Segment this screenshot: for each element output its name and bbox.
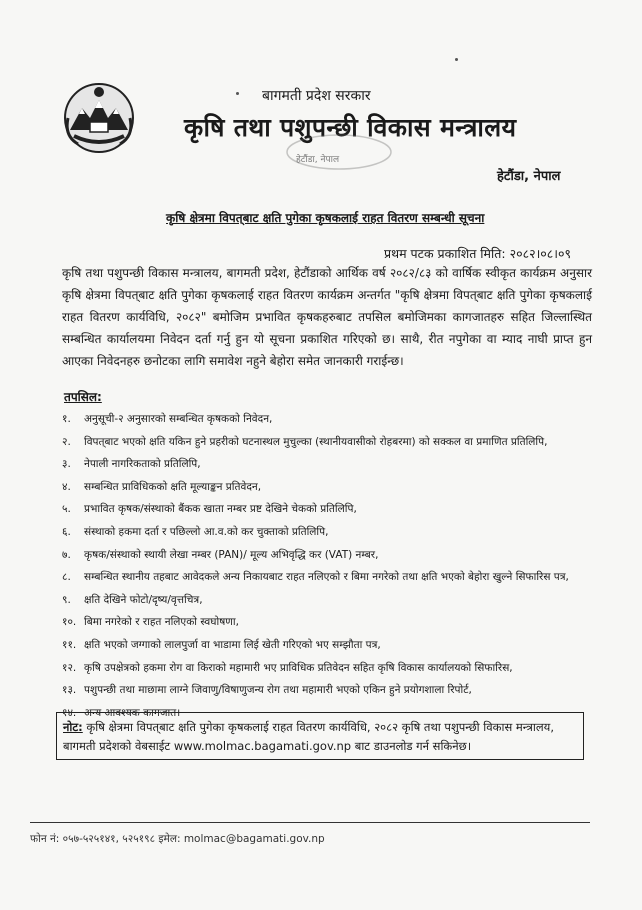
- list-item-text: सम्बन्धित स्थानीय तहबाट आवेदकले अन्य निकायबाट राहत नलिएको र बिमा नगरेको तथा क्षति भएको बेहोरा खुल्ने सिफारिस पत्र,: [84, 571, 569, 584]
- list-item: [62, 634, 602, 657]
- notice-subject: कृषि क्षेत्रमा विपत्‌बाट क्षति पुगेका कृषकलाई राहत वितरण सम्बन्धी सूचना: [166, 211, 485, 225]
- list-item-text: प्रभावित कृषक/संस्थाको बैंकक खाता नम्बर प्रष्ट देखिने चेकको प्रतिलिपि,: [84, 503, 357, 516]
- list-item: [62, 589, 602, 612]
- list-item: [62, 453, 602, 476]
- note-label: नोट:: [63, 720, 83, 734]
- list-item-number: १४.: [62, 706, 77, 719]
- publish-date: प्रथम पटक प्रकाशित मिति: २०८२।०८।०९: [384, 246, 572, 261]
- document-list: [62, 408, 602, 724]
- ministry-title: कृषि तथा पशुपन्छी विकास मन्त्रालय: [184, 113, 517, 142]
- list-item-text: बिमा नगरेको र राहत नलिएको स्वघोषणा,: [84, 616, 239, 629]
- list-item-number: ३.: [62, 458, 71, 471]
- list-item-number: २.: [62, 435, 71, 448]
- list-item-text: पशुपन्छी तथा माछामा लाग्ने जिवाणु/विषाणुजन्य रोग तथा महामारी भएको एकिन हुने प्रयोगशाला रिपोर्ट,: [84, 684, 472, 697]
- list-item-text: संस्थाको हकमा दर्ता र पछिल्लो आ.व.को कर चुक्ताको प्रतिलिपि,: [84, 525, 329, 538]
- footer-contact: फोन नं: ०५७-५२५१४१, ५२५१९८ इमेल: molmac@bagamati.gov.np: [30, 833, 325, 845]
- scan-speck: [236, 92, 239, 95]
- list-item: [62, 431, 602, 454]
- list-item-text: कृषक/संस्थाको स्थायी लेखा नम्बर (PAN)/ मूल्य अभिवृद्धि कर (VAT) नम्बर,: [84, 548, 379, 561]
- note-text: कृषि क्षेत्रमा विपत्‌बाट क्षति पुगेका कृषकलाई राहत वितरण कार्यविधि, २०८२ कृषि तथा पशुपन्छी विकास मन्त्रालय, बागमती प्रदेशको वेबसाईट www.molmac.bagamati.gov.np बाट डाउनलोड गर्न सकिनेछ।: [63, 720, 554, 753]
- note-box: [56, 712, 584, 760]
- list-item-text: अनुसूची-२ अनुसारको सम्बन्धित कृषकको निवेदन,: [84, 413, 273, 425]
- list-item-number: १.: [62, 413, 71, 425]
- nepal-emblem-icon: [60, 78, 138, 156]
- footer-divider: [30, 822, 590, 823]
- list-item-number: १०.: [62, 616, 77, 629]
- list-item: [62, 679, 602, 702]
- list-item-number: १३.: [62, 684, 77, 697]
- notice-body: कृषि तथा पशुपन्छी विकास मन्त्रालय, बागमती प्रदेश, हेटौंडाको आर्थिक वर्ष २०८२/८३ को वार्षिक स्वीकृत कार्यक्रम अनुसार कृषि क्षेत्रमा विपत्‌बाट क्षति पुगेका कृषकलाई राहत वितरण कार्यक्रम अन्तर्गत "कृषि क्षेत्रमा विपत्‌बाट क्षति पुगेका कृषकलाई राहत वितरण कार्यविधि, २०८२" बमोजिम प्रभावित कृषकहरुबाट तपसिल बमोजिमका कागजातहरु सहित जिल्लास्थित सम्बन्धित कार्यालयमा निवेदन दर्ता गर्नु हुन यो सूचना प्रकाशित गरिएको छ। साथै, रीत नपुगेका वा म्याद नाघी प्राप्त हुन आएका निवेदनहरु छनोटका लागि समावेश नहुने बेहोरा समेत जानकारी गराईन्छ।: [62, 266, 592, 368]
- list-item: [62, 657, 602, 680]
- scan-speck: [455, 58, 458, 61]
- list-item-number: ९.: [62, 593, 71, 606]
- list-item-number: ६.: [62, 525, 71, 538]
- list-item: [62, 521, 602, 544]
- list-item-number: ८.: [62, 571, 71, 584]
- list-item-text: अन्य आवश्यक कागजात।: [84, 706, 181, 719]
- list-item-number: ४.: [62, 480, 71, 493]
- list-item: [62, 476, 602, 499]
- office-location: हेटौंडा, नेपाल: [497, 169, 561, 184]
- list-item-text: कृषि उपक्षेत्रको हकमा रोग वा किराको महामारी भए प्राविधिक प्रतिवेदन सहित कृषि विकास कार्यालयको सिफारिस,: [84, 661, 513, 674]
- list-item-number: १२.: [62, 661, 77, 674]
- list-item: [62, 408, 602, 431]
- list-item-text: क्षति भएको जग्गाको लालपुर्जा वा भाडामा लिई खेती गरिएको भए सम्झौता पत्र,: [84, 638, 381, 651]
- list-item-number: ७.: [62, 548, 71, 561]
- list-item-text: नेपाली नागरिकताको प्रतिलिपि,: [84, 458, 201, 471]
- list-item: [62, 611, 602, 634]
- list-item-number: ५.: [62, 503, 71, 516]
- tapsil-heading: तपसिल:: [64, 390, 102, 404]
- list-item-text: विपत्‌बाट भएको क्षति यकिन हुने प्रहरीको घटनास्थल मुचुल्का (स्थानीयवासीको रोहबरमा) को सक्कल वा प्रमाणित प्रतिलिपि,: [84, 435, 548, 448]
- list-item: [62, 544, 602, 567]
- list-item: [62, 566, 602, 589]
- list-item-number: ११.: [62, 638, 77, 651]
- list-item-text: क्षति देखिने फोटो/दृष्य/वृत्तचित्र,: [84, 593, 203, 606]
- government-name: बागमती प्रदेश सरकार: [262, 88, 371, 104]
- list-item-text: सम्बन्धित प्राविधिकको क्षति मूल्याङ्कन प्रतिवेदन,: [84, 480, 262, 493]
- stamp-text: हेटौंडा, नेपाल: [296, 155, 340, 165]
- list-item: [62, 498, 602, 521]
